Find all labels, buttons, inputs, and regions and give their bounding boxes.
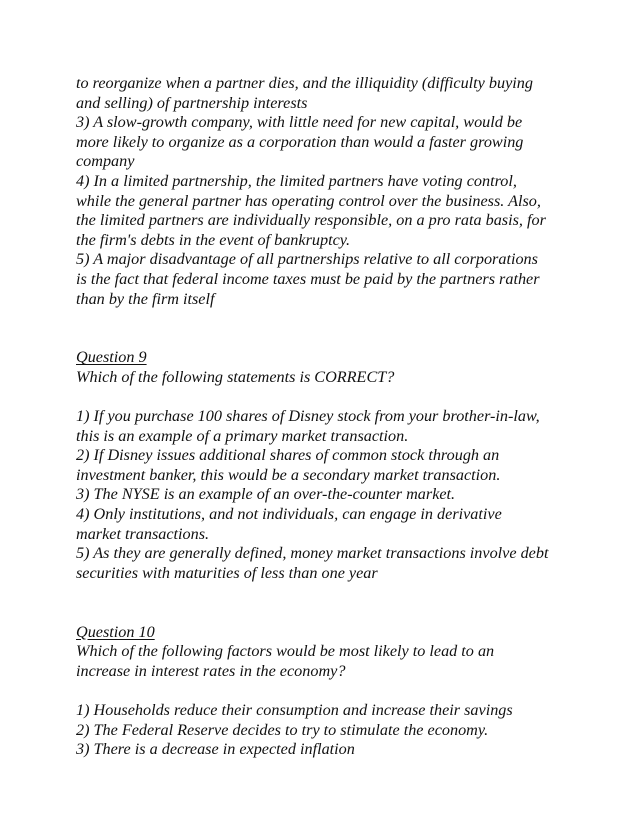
spacer: [76, 388, 576, 408]
text-line: company: [76, 152, 135, 171]
question-9: [76, 348, 576, 583]
option-line: 4) Only institutions, and not individuals, can engage in derivative: [76, 505, 502, 524]
question-10-heading: Question 10: [76, 622, 155, 641]
text-line: than by the firm itself: [76, 289, 215, 308]
question-9-heading: Question 9: [76, 348, 147, 367]
question-10-prompt-line: increase in interest rates in the economy?: [76, 661, 346, 680]
text-line: is the fact that federal income taxes must be paid by the partners rather: [76, 269, 540, 288]
text-line: while the general partner has operating control over the business. Also,: [76, 191, 541, 210]
option-line: 3) The NYSE is an example of an over-the-counter market.: [76, 485, 456, 504]
option-line: 1) If you purchase 100 shares of Disney stock from your brother-in-law,: [76, 407, 540, 426]
option-line: 2) The Federal Reserve decides to try to stimulate the economy.: [76, 720, 489, 739]
option-line: investment banker, this would be a secondary market transaction.: [76, 465, 501, 484]
text-line: the firm's debts in the event of bankruptcy.: [76, 230, 351, 249]
option-line: market transactions.: [76, 524, 210, 543]
text-line: more likely to organize as a corporation than would a faster growing: [76, 132, 524, 151]
text-line: the limited partners are individually responsible, on a pro rata basis, for: [76, 211, 546, 230]
spacer: [76, 681, 576, 701]
option-line: 1) Households reduce their consumption and increase their savings: [76, 701, 513, 719]
question-10-options: [76, 701, 576, 760]
question-10: [76, 623, 576, 760]
question-9-prompt: Which of the following statements is CORRECT?: [76, 367, 395, 386]
question-10-prompt-line: Which of the following factors would be most likely to lead to an: [76, 642, 495, 661]
previous-question-options: [76, 74, 576, 309]
spacer: [76, 309, 576, 348]
question-9-options: [76, 407, 576, 583]
text-line: 5) A major disadvantage of all partnerships relative to all corporations: [76, 250, 538, 269]
spacer: [76, 583, 576, 622]
text-line: 3) A slow-growth company, with little need for new capital, would be: [76, 113, 523, 132]
document-page: [76, 74, 576, 760]
option-line: 3) There is a decrease in expected inflation: [76, 740, 355, 759]
text-line: and selling) of partnership interests: [76, 93, 308, 112]
option-line: this is an example of a primary market transaction.: [76, 426, 409, 445]
text-line: to reorganize when a partner dies, and the illiquidity (difficulty buying: [76, 74, 533, 92]
option-line: 2) If Disney issues additional shares of common stock through an: [76, 446, 500, 465]
option-line: 5) As they are generally defined, money market transactions involve debt: [76, 544, 549, 563]
option-line: securities with maturities of less than one year: [76, 563, 378, 582]
text-line: 4) In a limited partnership, the limited partners have voting control,: [76, 171, 517, 190]
